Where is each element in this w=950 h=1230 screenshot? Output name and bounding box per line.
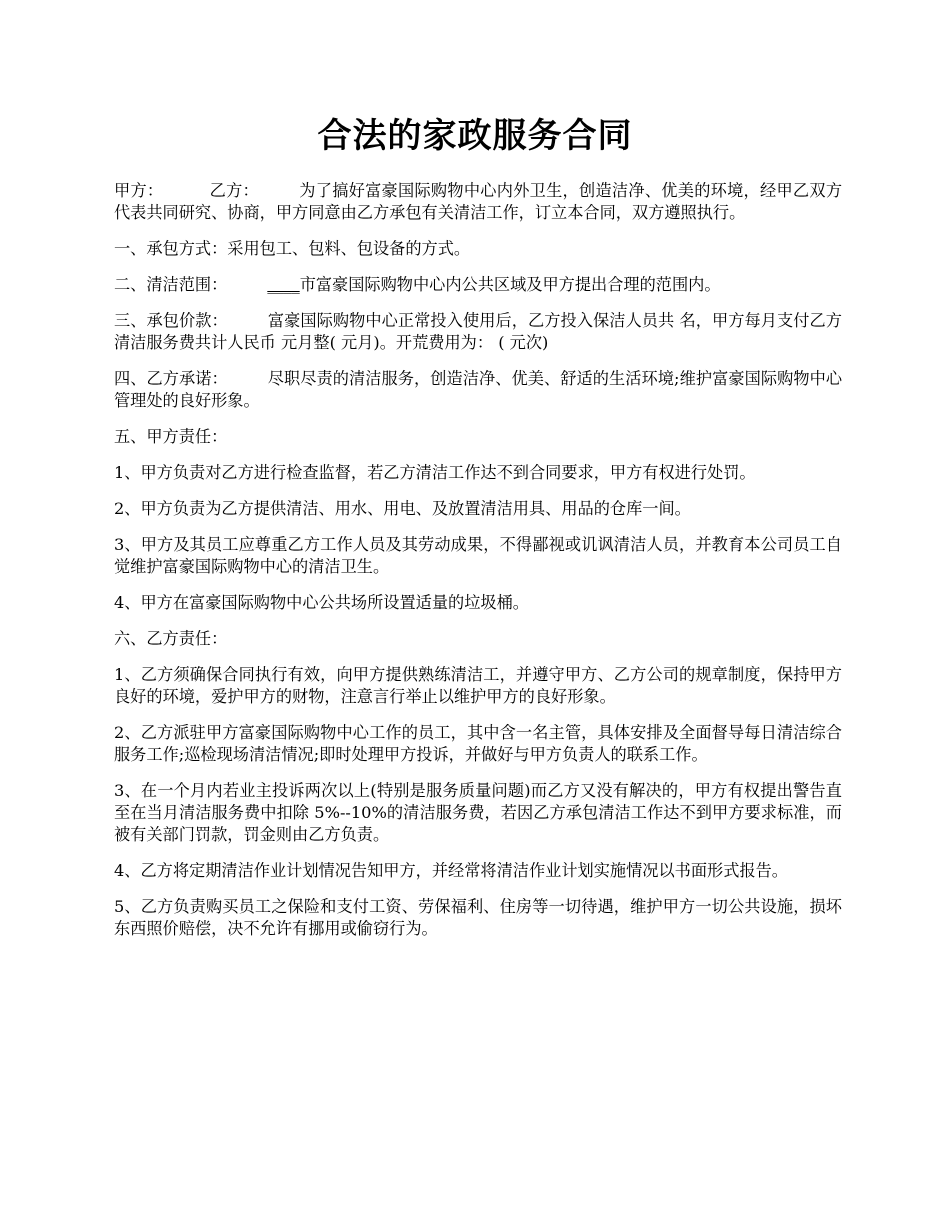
section-3-label: 三、承包价款： [114,311,228,330]
section-3-text: 富豪国际购物中心正常投入使用后，乙方投入保洁人员共 名，甲方每月支付乙方清洁服务费共计人民币 元月整( 元月)。开荒费用为： ( 元次) [114,311,842,352]
section-6-item: 5、乙方负责购买员工之保险和支付工资、劳保福利、住房等一切待遇，维护甲方一切公共设施，损坏东西照价赔偿，决不允许有挪用或偷窃行为。 [114,897,842,938]
section-4-party-b-promise [114,368,842,412]
section-5-item: 3、甲方及其员工应尊重乙方工作人员及其劳动成果，不得鄙视或讥讽清洁人员，并教育本公司员工自觉维护富豪国际购物中心的清洁卫生。 [114,535,842,576]
section-2-cleaning-scope [114,274,842,296]
section-4-label: 四、乙方承诺： [114,369,228,388]
party-a-label: 甲方： [114,181,164,200]
city-blank: ____ [267,275,300,294]
section-6-item: 2、乙方派驻甲方富豪国际购物中心工作的员工，其中含一名主管，具体安排及全面督导每日清洁综合服务工作;巡检现场清洁情况;即时处理甲方投诉，并做好与甲方负责人的联系工作。 [114,723,842,764]
section-1-contract-method: 一、承包方式：采用包工、包料、包设备的方式。 [114,239,471,258]
section-5-heading: 五、甲方责任： [114,427,228,446]
document-body [114,180,842,954]
intro-paragraph [114,180,842,224]
section-2-label: 二、清洁范围： [114,275,228,294]
intro-text: 为了搞好富豪国际购物中心内外卫生，创造洁净、优美的环境，经甲乙双方代表共同研究、协商，甲方同意由乙方承包有关清洁工作，订立本合同，双方遵照执行。 [114,181,843,222]
section-3-contract-price [114,310,842,354]
party-b-label: 乙方： [209,181,260,200]
document-title: 合法的家政服务合同 [317,116,633,156]
section-4-text: 尽职尽责的清洁服务，创造洁净、优美、舒适的生活环境;维护富豪国际购物中心管理处的良好形象。 [114,369,843,410]
section-6-heading: 六、乙方责任： [114,629,228,648]
section-5-item: 4、甲方在富豪国际购物中心公共场所设置适量的垃圾桶。 [114,593,529,612]
section-6-item: 1、乙方须确保合同执行有效，向甲方提供熟练清洁工，并遵守甲方、乙方公司的规章制度，保持甲方良好的环境，爱护甲方的财物，注意言行举止以维护甲方的良好形象。 [114,665,842,706]
section-5-item: 2、甲方负责为乙方提供清洁、用水、用电、及放置清洁用具、用品的仓库一间。 [114,499,691,518]
section-6-item: 3、在一个月内若业主投诉两次以上(特别是服务质量问题)而乙方又没有解决的，甲方有权提出警告直至在当月清洁服务费中扣除 5%--10%的清洁服务费，若因乙方承包清洁工作达不到甲方要求标准，而被有关部门罚款，罚金则由乙方负责。 [114,781,842,844]
section-6-item: 4、乙方将定期清洁作业计划情况告知甲方，并经常将清洁作业计划实施情况以书面形式报告。 [114,861,788,880]
section-5-item: 1、甲方负责对乙方进行检查监督，若乙方清洁工作达不到合同要求，甲方有权进行处罚。 [114,463,756,482]
section-2-text: 市富豪国际购物中心内公共区域及甲方提出合理的范围内。 [299,275,721,294]
